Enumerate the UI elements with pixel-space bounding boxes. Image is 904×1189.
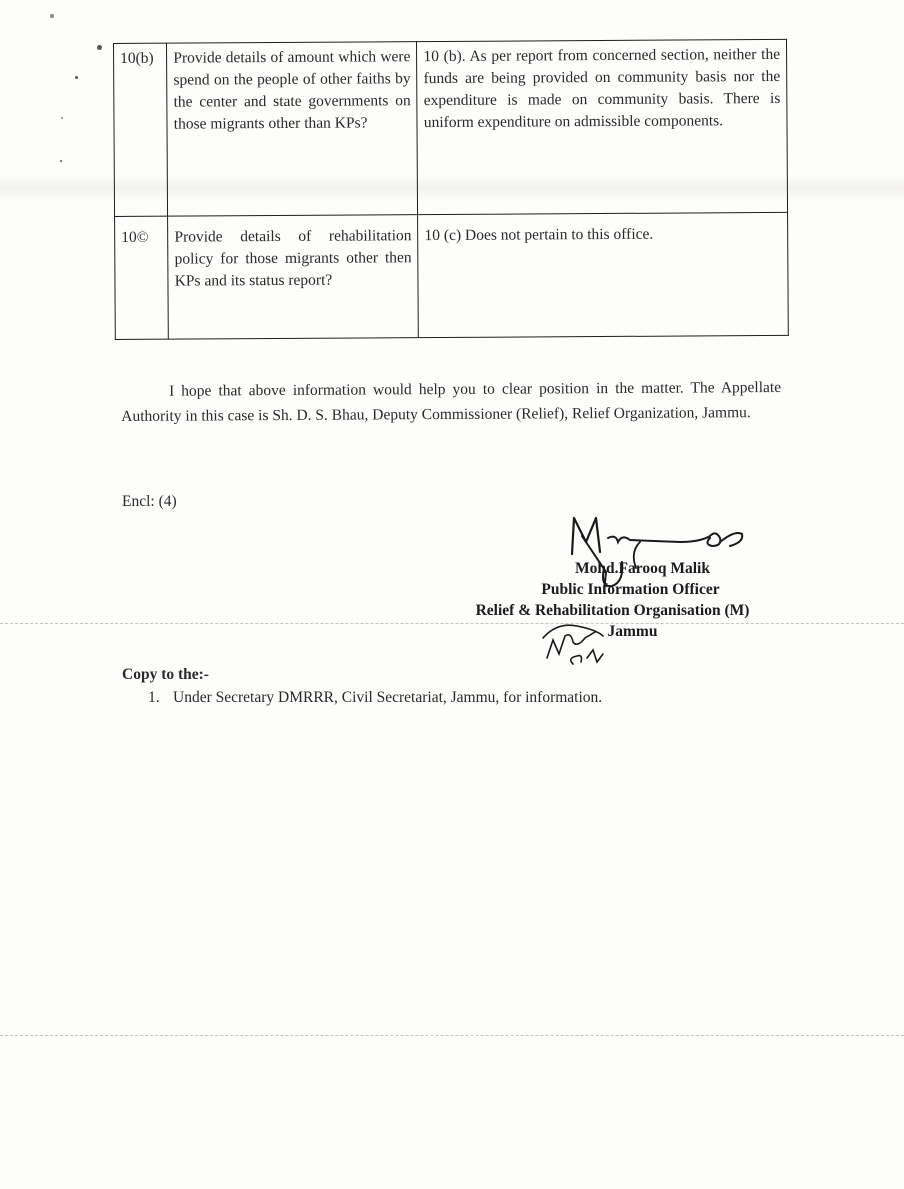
list-item-text: Under Secretary DMRRR, Civil Secretariat, Jammu, for information. [173,689,603,706]
scan-speck [61,117,63,119]
list-item [148,689,602,707]
scan-speck [75,76,78,79]
item-number: 10© [115,216,169,339]
enclosures-note: Encl: (4) [122,493,177,510]
copy-to-heading: Copy to the:- [122,666,209,683]
signatory-name: Mohd.Farooq Malik [575,560,710,577]
closing-paragraph: I hope that above information would help you to clear position in the matter. The Appellate Authority in this case is Sh. D. S. Bhau, Deputy Commissioner (Relief), Relief Organization, Jammu. [121,378,782,425]
scan-speck [97,45,102,50]
question-cell: Provide details of rehabilitation policy for those migrants other then KPs and its status report? [168,215,419,340]
paper-crease-line [0,1035,904,1036]
question-cell: Provide details of amount which were spend on the people of other faiths by the center and state governments on those migrants other than KPs? [167,42,418,217]
table-row [114,39,788,216]
rti-response-table [113,39,789,340]
signatory-city: Jammu [607,623,658,640]
answer-cell: 10 (b). As per report from concerned section, neither the funds are being provided on community basis nor the expenditure is made on community basis. There is uniform expenditure on admissible components. [417,39,788,214]
answer-cell: 10 (c) Does not pertain to this office. [418,212,788,337]
item-number: 10(b) [114,43,168,216]
signatory-organisation: Relief & Rehabilitation Organisation (M) [475,602,750,619]
scan-speck [50,14,54,18]
list-item-index: 1. [148,689,160,706]
copy-to-list [148,689,602,707]
signatory-title: Public Information Officer [541,581,720,598]
scan-speck [60,160,62,162]
table-row [115,212,789,339]
handwritten-initials [537,618,617,668]
